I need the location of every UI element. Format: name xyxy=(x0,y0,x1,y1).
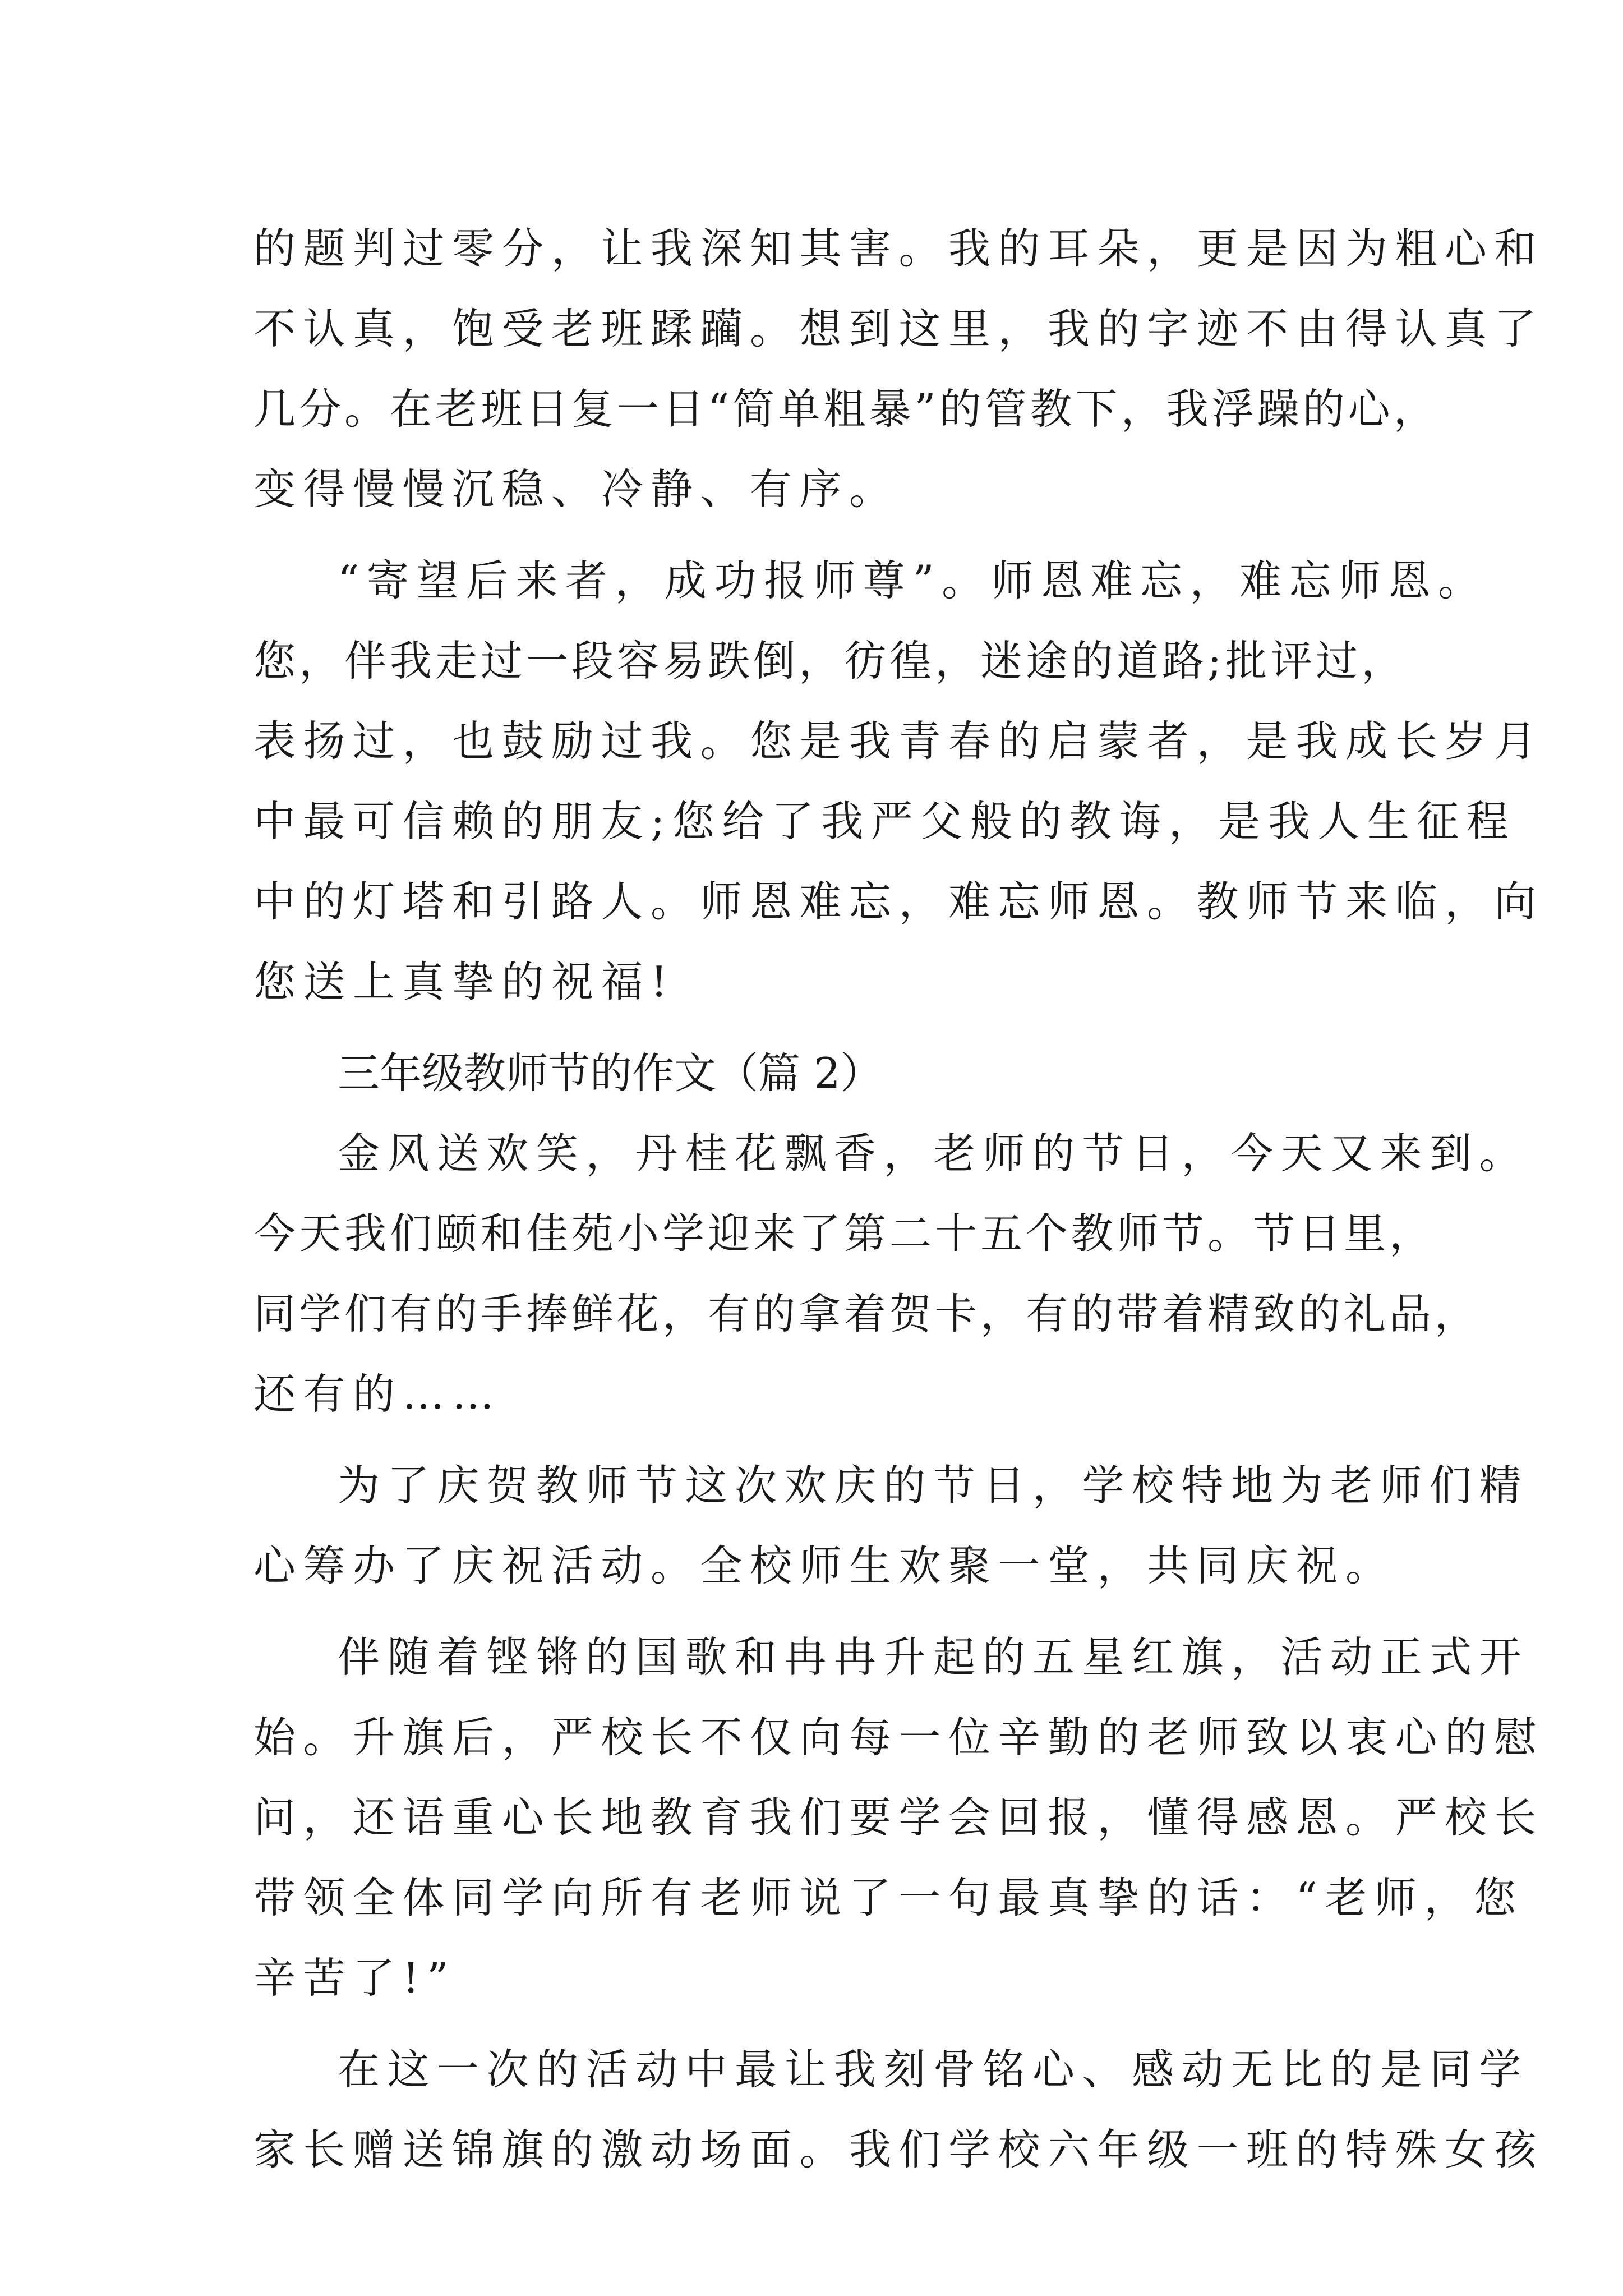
text-line: 问，还语重心长地教育我们要学会回报，懂得感恩。严校长 xyxy=(253,1793,1544,1842)
text-line: 表扬过，也鼓励过我。您是我青春的启蒙者，是我成长岁月 xyxy=(253,716,1544,766)
text-line: “寄望后来者，成功报师尊”。师恩难忘，难忘师恩。 xyxy=(338,556,1488,605)
text-line: 家长赠送锦旗的激动场面。我们学校六年级一班的特殊女孩 xyxy=(253,2125,1544,2174)
text-line: 今天我们颐和佳苑小学迎来了第二十五个教师节。节日里， xyxy=(253,1209,1435,1258)
text-line: 始。升旗后，严校长不仅向每一位辛勤的老师致以衷心的慰 xyxy=(253,1713,1544,1762)
text-line: 心筹办了庆祝活动。全校师生欢聚一堂，共同庆祝。 xyxy=(253,1541,1395,1590)
text-line: 还有的…… xyxy=(253,1369,502,1419)
paragraph xyxy=(253,2030,1544,2190)
text-line: 金风送欢笑，丹桂花飘香，老师的节日，今天又来到。 xyxy=(338,1129,1529,1178)
text-line: 在这一次的活动中最让我刻骨铭心、感动无比的是同学 xyxy=(338,2045,1529,2094)
paragraph xyxy=(253,541,1544,1022)
text-line: 辛苦了!” xyxy=(253,1953,456,2003)
text-line: 为了庆贺教师节这次欢庆的节日，学校特地为老师们精 xyxy=(338,1461,1529,1510)
text-line: 伴随着铿锵的国歌和冉冉升起的五星红旗，活动正式开 xyxy=(338,1632,1529,1682)
paragraph xyxy=(253,1446,1529,1606)
text-line: 变得慢慢沉稳、冷静、有序。 xyxy=(253,464,899,514)
heading-line: 三年级教师节的作文（篇 2） xyxy=(338,1048,883,1098)
text-line: 不认真，饱受老班蹂躏。想到这里，我的字迹不由得认真了 xyxy=(253,304,1544,353)
text-line: 您，伴我走过一段容易跌倒，彷徨，迷途的道路;批评过， xyxy=(253,636,1407,685)
text-line: 您送上真挚的祝福! xyxy=(253,957,675,1006)
section-heading xyxy=(253,1033,1398,1114)
paragraph xyxy=(253,209,1544,530)
text-line: 几分。在老班日复一日“简单粗暴”的管教下，我浮躁的心， xyxy=(253,384,1439,434)
text-line: 的题判过零分，让我深知其害。我的耳朵，更是因为粗心和 xyxy=(253,224,1544,273)
paragraph xyxy=(253,1617,1544,2018)
text-line: 中最可信赖的朋友;您给了我严父般的教诲，是我人生征程 xyxy=(253,797,1516,846)
paragraph xyxy=(253,1114,1529,1434)
text-line: 同学们有的手捧鲜花，有的拿着贺卡，有的带着精致的礼品， xyxy=(253,1289,1481,1338)
text-line: 带领全体同学向所有老师说了一句最真挚的话：“老师，您 xyxy=(253,1873,1524,1922)
essay-body xyxy=(253,209,1544,2190)
text-line: 中的灯塔和引路人。师恩难忘，难忘师恩。教师节来临，向 xyxy=(253,877,1544,926)
